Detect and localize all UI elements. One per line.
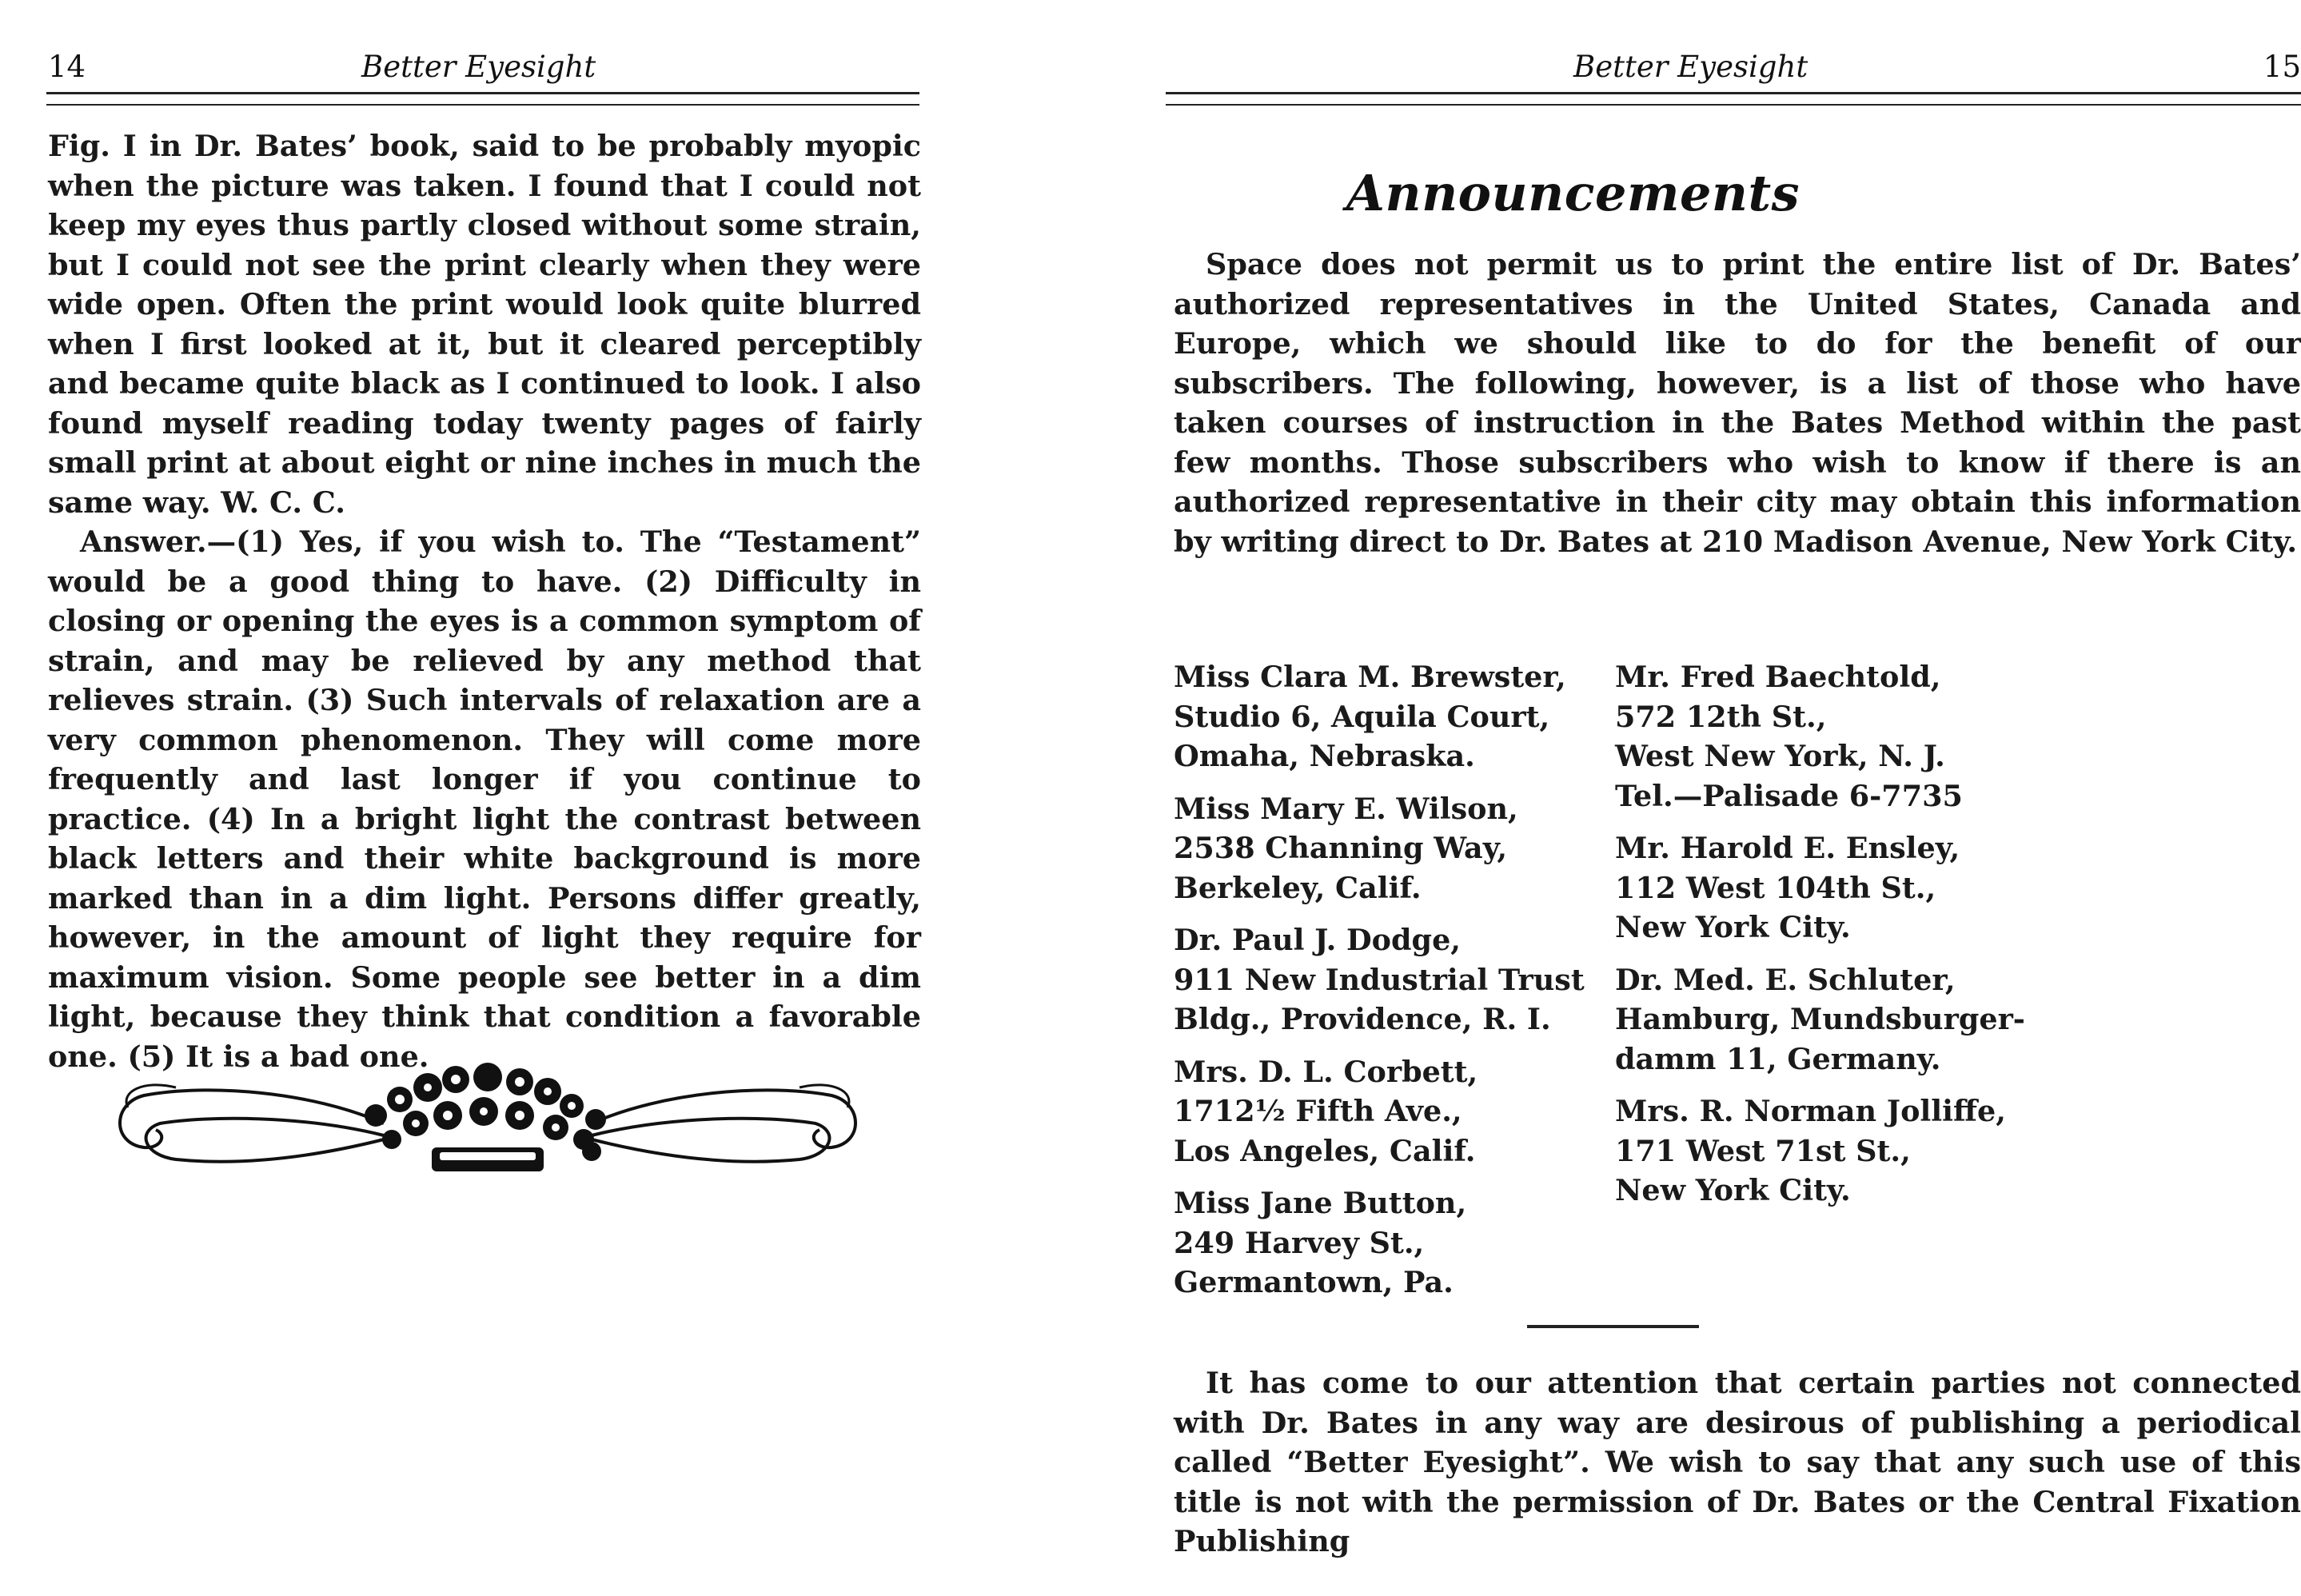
address-line: 171 West 71st St., [1615, 1133, 1911, 1168]
address-block [1174, 920, 1605, 1039]
left-page [0, 0, 1047, 1596]
address-line: Omaha, Nebraska. [1174, 739, 1475, 773]
paragraph: Fig. I in Dr. Bates’ book, said to be probably myopic when the picture was taken. I found that I could not keep my eyes thus partly closed without some strain, but I could not see the print clearly when they were wide open. Often the print would look quite blurred when I first looked at it, but it cleared perceptibly and became quite black as I continued to look. I also found myself reading today twenty pages of fairly small print at about eight or nine inches in much the same way. W. C. C. [48, 129, 921, 520]
address-block [1615, 1091, 2063, 1211]
address-name: Mrs. R. Norman Jolliffe, [1615, 1094, 2006, 1128]
address-line: Hamburg, Mundsburger- [1615, 1002, 2025, 1036]
running-title: Better Eyesight [1573, 50, 1808, 84]
page-number: 15 [2263, 50, 2301, 84]
address-line: Tel.—Palisade 6-7735 [1615, 778, 1963, 813]
address-line: damm 11, Germany. [1615, 1041, 1941, 1076]
header-rule [46, 92, 919, 106]
address-line: 572 12th St., [1615, 699, 1827, 734]
address-name: Mr. Fred Baechtold, [1615, 660, 1941, 694]
address-line: New York City. [1615, 910, 1851, 944]
floral-ornament [112, 1059, 863, 1195]
header-rule [1166, 92, 2301, 106]
address-line: 1712½ Fifth Ave., [1174, 1094, 1462, 1128]
address-line: 911 New Industrial Trust [1174, 962, 1585, 997]
address-line: Studio 6, Aquila Court, [1174, 699, 1550, 734]
representatives-column-right [1615, 657, 2063, 1223]
paragraph: Answer.—(1) Yes, if you wish to. The “Testament” would be a good thing to have. (2) Difficulty in closing or opening the eyes is a common symptom of strain, and may be relieved by any method that relieves strain. (3) Such intervals of relaxation are a very common phenomenon. They will come more frequently and last longer if you continue to practice. (4) In a bright light the contrast between black letters and their white background is more marked than in a dim light. Persons differ greatly, however, in the amount of light they require for maximum vision. Some people see better in a dim light, because they think that condition a favorable one. (5) It is a bad one. [48, 525, 921, 1074]
address-line: Berkeley, Calif. [1174, 870, 1422, 905]
running-title: Better Eyesight [361, 50, 596, 84]
address-line: Los Angeles, Calif. [1174, 1133, 1476, 1168]
address-block [1174, 1052, 1605, 1171]
body-text [48, 126, 921, 1076]
address-name: Dr. Paul J. Dodge, [1174, 923, 1461, 957]
page-number: 14 [48, 50, 86, 84]
address-block [1174, 789, 1605, 908]
right-page [1047, 0, 2301, 1596]
address-block [1615, 960, 2063, 1079]
address-line: Bldg., Providence, R. I. [1174, 1002, 1551, 1036]
intro-paragraph [1174, 245, 2301, 561]
running-head [1166, 45, 2301, 90]
address-block [1174, 657, 1605, 776]
section-divider [1527, 1325, 1699, 1328]
address-block [1174, 1183, 1605, 1303]
address-line: 112 West 104th St., [1615, 870, 1936, 905]
address-name: Miss Clara M. Brewster, [1174, 660, 1566, 694]
address-line: West New York, N. J. [1615, 739, 1945, 773]
running-head [48, 45, 921, 90]
address-block [1615, 657, 2063, 816]
address-name: Mr. Harold E. Ensley, [1615, 831, 1960, 865]
notice-paragraph [1174, 1363, 2301, 1562]
section-heading: Announcements [1346, 164, 1801, 222]
address-line: New York City. [1615, 1173, 1851, 1207]
address-name: Mrs. D. L. Corbett, [1174, 1054, 1478, 1089]
paragraph: Space does not permit us to print the entire list of Dr. Bates’ authorized representatives in the United States, Canada and Europe, which we should like to do for the benefit of our subscribers. The following, however, is a list of those who have taken courses of instruction in the Bates Method within the past few months. Those subscribers who wish to know if there is an authorized representative in their city may obtain this information by writing direct to Dr. Bates at 210 Madison Avenue, New York City. [1174, 247, 2301, 559]
representatives-column-left [1174, 657, 1605, 1315]
address-name: Dr. Med. E. Schluter, [1615, 962, 1956, 997]
address-name: Miss Mary E. Wilson, [1174, 791, 1518, 826]
address-block [1615, 828, 2063, 948]
address-line: Germantown, Pa. [1174, 1265, 1454, 1299]
address-line: 249 Harvey St., [1174, 1225, 1425, 1260]
paragraph: It has come to our attention that certain parties not connected with Dr. Bates in any way are desirous of publishing a periodical called “Better Eyesight”. We wish to say that any such use of this title is not with the permission of Dr. Bates or the Central Fixation Publishing [1174, 1366, 2301, 1558]
address-line: 2538 Channing Way, [1174, 831, 1508, 865]
address-name: Miss Jane Button, [1174, 1186, 1467, 1220]
